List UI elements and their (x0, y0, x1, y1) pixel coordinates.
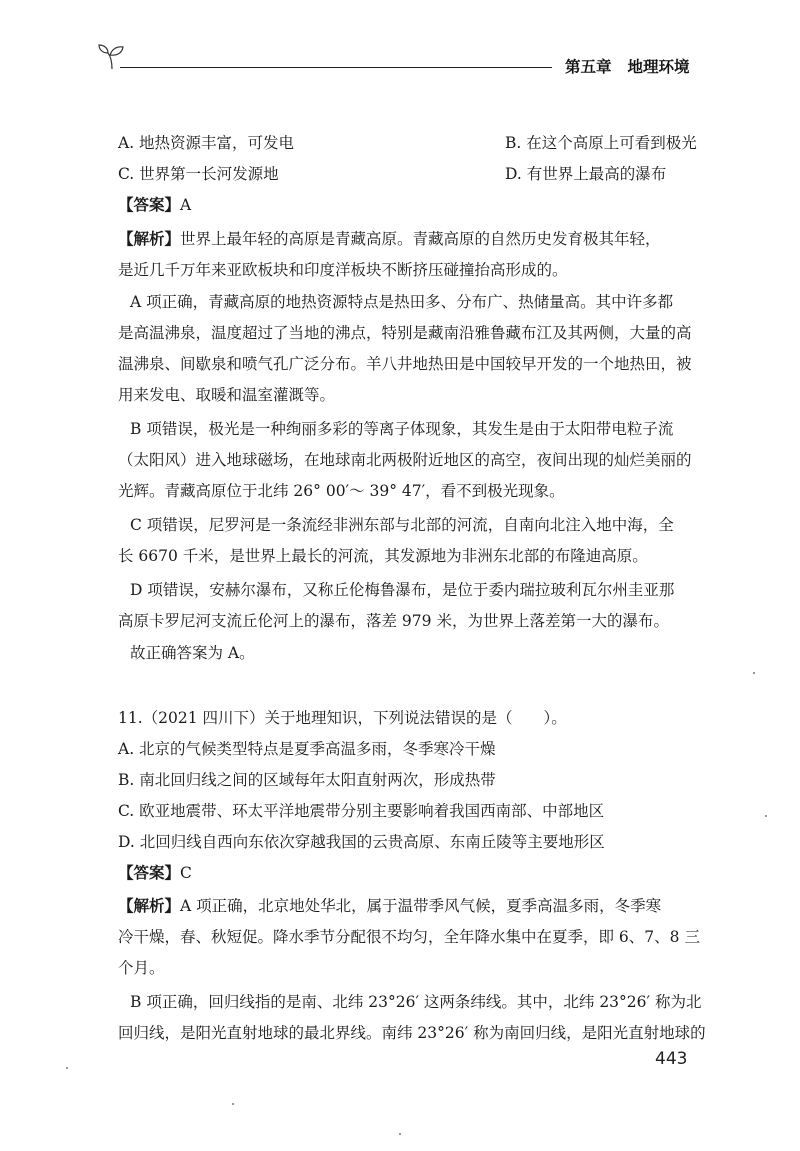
q11-answer-label: 【答案】 (118, 864, 181, 882)
q10-answer-value: A (180, 196, 192, 214)
q10-c-explain-2: 长 6670 千米，是世界上最长的河流，其发源地为非洲东北部的布隆迪高原。 (118, 547, 648, 565)
page-number: 443 (655, 1049, 688, 1069)
q10-analysis-line-2: 是近几千万年来亚欧板块和印度洋板块不断挤压碰撞抬高形成的。 (118, 261, 568, 279)
q11-option-d: D. 北回归线自西向东依次穿越我国的云贵高原、东南丘陵等主要地形区 (118, 833, 605, 851)
scan-speck (753, 672, 755, 674)
q10-answer-label: 【答案】 (118, 196, 181, 214)
q11-analysis-label: 【解析】 (118, 897, 181, 915)
q10-a-explain-3: 温沸泉、间歇泉和喷气孔广泛分布。羊八井地热田是中国较早开发的一个地热田，被 (118, 355, 692, 373)
q11-option-b: B. 南北回归线之间的区域每年太阳直射两次，形成热带 (118, 771, 496, 789)
q10-d-explain-2: 高原卡罗尼河支流丘伦河上的瀑布，落差 979 米，为世界上落差第一大的瀑布。 (118, 612, 669, 630)
q11-analysis-text: A 项正确，北京地处华北，属于温带季风气候，夏季高温多雨，冬季寒 (180, 897, 662, 915)
q11-analysis-line-3: 个月。 (118, 959, 165, 977)
chapter-title: 地理环境 (627, 58, 690, 76)
q10-a-explain-1: A 项正确，青藏高原的地热资源特点是热田多、分布广、热储量高。其中许多都 (130, 293, 674, 311)
scan-speck (399, 1133, 401, 1135)
q10-conclusion: 故正确答案为 A。 (130, 644, 255, 662)
q10-option-d: D. 有世界上最高的瀑布 (505, 165, 667, 183)
q11-answer (118, 861, 708, 885)
q10-d-explain-1: D 项错误，安赫尔瀑布，又称丘伦梅鲁瀑布，是位于委内瑞拉玻利瓦尔州圭亚那 (130, 581, 675, 599)
q10-a-explain-4: 用来发电、取暖和温室灌溉等。 (118, 386, 336, 404)
q11-b-explain-2: 回归线，是阳光直射地球的最北界线。南纬 23°26′ 称为南回归线，是阳光直射地球的 (118, 1024, 706, 1042)
q11-analysis-line-2: 冷干燥，春、秋短促。降水季节分配很不均匀，全年降水集中在夏季，即 6、7、8 三 (118, 928, 700, 946)
q11-analysis-line-1 (118, 894, 708, 918)
q10-b-explain-1: B 项错误，极光是一种绚丽多彩的等离子体现象，其发生是由于太阳带电粒子流 (130, 420, 674, 438)
q10-analysis-text: 世界上最年轻的高原是青藏高原。青藏高原的自然历史发育极其年轻， (180, 230, 661, 248)
scan-speck (765, 815, 767, 817)
q10-option-c: C. 世界第一长河发源地 (118, 165, 279, 183)
q10-b-explain-3: 光辉。青藏高原位于北纬 26° 00′～ 39° 47′，看不到极光现象。 (118, 482, 565, 500)
q10-b-explain-2: （太阳风）进入地球磁场，在地球南北两极附近地区的高空，夜间出现的灿烂美丽的 (118, 451, 692, 469)
q10-options-row-2 (118, 162, 708, 186)
chapter-heading (565, 55, 690, 77)
header-rule (120, 67, 552, 68)
q10-analysis-label: 【解析】 (118, 230, 181, 248)
scan-speck (232, 1103, 234, 1105)
chapter-number: 第五章 (565, 58, 612, 76)
q10-a-explain-2: 是高温沸泉，温度超过了当地的沸点，特别是藏南沿雅鲁藏布江及其两侧，大量的高 (118, 324, 692, 342)
q10-answer (118, 193, 708, 217)
q10-option-b: B. 在这个高原上可看到极光 (505, 134, 697, 152)
scan-speck (66, 1067, 68, 1069)
q10-c-explain-1: C 项错误，尼罗河是一条流经非洲东部与北部的河流，自南向北注入地中海，全 (130, 516, 674, 534)
q11-option-a: A. 北京的气候类型特点是夏季高温多雨，冬季寒冷干燥 (118, 740, 496, 758)
q10-option-a: A. 地热资源丰富，可发电 (118, 134, 295, 152)
q11-b-explain-1: B 项正确，回归线指的是南、北纬 23°26′ 这两条纬线。其中，北纬 23°26′ 称为北 (130, 993, 702, 1011)
q11-answer-value: C (180, 864, 192, 882)
q11-stem: 11.（2021 四川下）关于地理知识，下列说法错误的是（ ）。 (118, 709, 567, 727)
page-header (0, 0, 800, 90)
q10-analysis-line-1 (118, 227, 708, 251)
q11-option-c: C. 欧亚地震带、环太平洋地震带分别主要影响着我国西南部、中部地区 (118, 802, 605, 820)
q10-options-row-1 (118, 131, 708, 155)
